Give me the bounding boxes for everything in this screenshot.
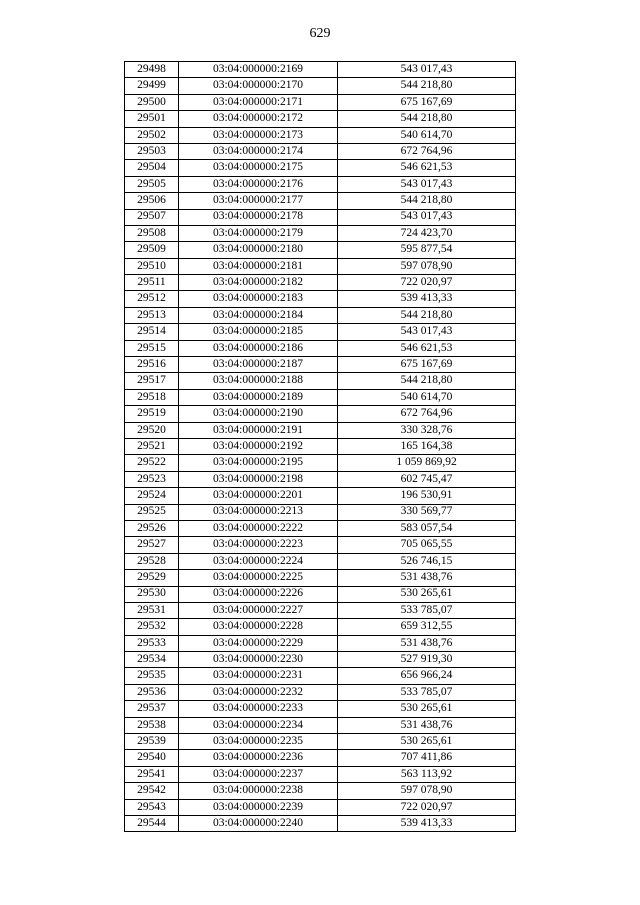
cadastral-number-cell: 03:04:000000:2228 (179, 619, 338, 635)
row-number-cell: 29542 (125, 783, 179, 799)
cadastral-number-cell: 03:04:000000:2180 (179, 242, 338, 258)
row-number-cell: 29510 (125, 258, 179, 274)
row-number-cell: 29503 (125, 143, 179, 159)
table-row (125, 307, 516, 323)
value-cell: 533 785,07 (338, 602, 516, 618)
value-cell: 597 078,90 (338, 783, 516, 799)
table-row (125, 520, 516, 536)
value-cell: 526 746,15 (338, 553, 516, 569)
table-row (125, 570, 516, 586)
cadastral-number-cell: 03:04:000000:2170 (179, 78, 338, 94)
table-row (125, 635, 516, 651)
row-number-cell: 29520 (125, 422, 179, 438)
cadastral-number-cell: 03:04:000000:2188 (179, 373, 338, 389)
row-number-cell: 29508 (125, 225, 179, 241)
cadastral-number-cell: 03:04:000000:2201 (179, 488, 338, 504)
table-row (125, 734, 516, 750)
cadastral-number-cell: 03:04:000000:2195 (179, 455, 338, 471)
value-cell: 724 423,70 (338, 225, 516, 241)
value-cell: 1 059 869,92 (338, 455, 516, 471)
registry-table (124, 61, 516, 832)
table-row (125, 438, 516, 454)
cadastral-number-cell: 03:04:000000:2171 (179, 94, 338, 110)
value-cell: 531 438,76 (338, 635, 516, 651)
page-number: 629 (309, 26, 331, 41)
row-number-cell: 29506 (125, 193, 179, 209)
value-cell: 675 167,69 (338, 94, 516, 110)
table-row (125, 488, 516, 504)
table-row (125, 455, 516, 471)
cadastral-number-cell: 03:04:000000:2231 (179, 668, 338, 684)
row-number-cell: 29537 (125, 701, 179, 717)
row-number-cell: 29498 (125, 62, 179, 78)
row-number-cell: 29532 (125, 619, 179, 635)
value-cell: 544 218,80 (338, 78, 516, 94)
value-cell: 530 265,61 (338, 701, 516, 717)
value-cell: 539 413,33 (338, 815, 516, 831)
cadastral-number-cell: 03:04:000000:2173 (179, 127, 338, 143)
table-row (125, 750, 516, 766)
value-cell: 546 621,53 (338, 340, 516, 356)
cadastral-number-cell: 03:04:000000:2190 (179, 406, 338, 422)
cadastral-number-cell: 03:04:000000:2227 (179, 602, 338, 618)
row-number-cell: 29536 (125, 684, 179, 700)
row-number-cell: 29519 (125, 406, 179, 422)
table-row (125, 668, 516, 684)
table-row (125, 127, 516, 143)
table-row (125, 537, 516, 553)
row-number-cell: 29538 (125, 717, 179, 733)
table-row (125, 324, 516, 340)
row-number-cell: 29504 (125, 160, 179, 176)
row-number-cell: 29539 (125, 734, 179, 750)
row-number-cell: 29515 (125, 340, 179, 356)
cadastral-number-cell: 03:04:000000:2181 (179, 258, 338, 274)
table-row (125, 111, 516, 127)
table-row (125, 275, 516, 291)
table-row (125, 209, 516, 225)
row-number-cell: 29521 (125, 438, 179, 454)
row-number-cell: 29522 (125, 455, 179, 471)
cadastral-number-cell: 03:04:000000:2185 (179, 324, 338, 340)
row-number-cell: 29513 (125, 307, 179, 323)
table-row (125, 291, 516, 307)
cadastral-number-cell: 03:04:000000:2226 (179, 586, 338, 602)
value-cell: 546 621,53 (338, 160, 516, 176)
row-number-cell: 29514 (125, 324, 179, 340)
value-cell: 544 218,80 (338, 111, 516, 127)
value-cell: 543 017,43 (338, 209, 516, 225)
table-row (125, 717, 516, 733)
row-number-cell: 29507 (125, 209, 179, 225)
row-number-cell: 29540 (125, 750, 179, 766)
value-cell: 583 057,54 (338, 520, 516, 536)
cadastral-number-cell: 03:04:000000:2183 (179, 291, 338, 307)
value-cell: 705 065,55 (338, 537, 516, 553)
table-row (125, 471, 516, 487)
table-row (125, 602, 516, 618)
row-number-cell: 29500 (125, 94, 179, 110)
cadastral-number-cell: 03:04:000000:2178 (179, 209, 338, 225)
table-row (125, 422, 516, 438)
table-row (125, 406, 516, 422)
row-number-cell: 29511 (125, 275, 179, 291)
cadastral-number-cell: 03:04:000000:2169 (179, 62, 338, 78)
row-number-cell: 29524 (125, 488, 179, 504)
row-number-cell: 29534 (125, 652, 179, 668)
table-row (125, 357, 516, 373)
cadastral-number-cell: 03:04:000000:2239 (179, 799, 338, 815)
cadastral-number-cell: 03:04:000000:2174 (179, 143, 338, 159)
table-row (125, 701, 516, 717)
row-number-cell: 29530 (125, 586, 179, 602)
table-row (125, 389, 516, 405)
row-number-cell: 29509 (125, 242, 179, 258)
value-cell: 540 614,70 (338, 127, 516, 143)
cadastral-number-cell: 03:04:000000:2189 (179, 389, 338, 405)
cadastral-number-cell: 03:04:000000:2213 (179, 504, 338, 520)
cadastral-number-cell: 03:04:000000:2222 (179, 520, 338, 536)
value-cell: 543 017,43 (338, 176, 516, 192)
table-row (125, 619, 516, 635)
row-number-cell: 29512 (125, 291, 179, 307)
registry-table-body (125, 62, 516, 832)
row-number-cell: 29543 (125, 799, 179, 815)
cadastral-number-cell: 03:04:000000:2235 (179, 734, 338, 750)
cadastral-number-cell: 03:04:000000:2177 (179, 193, 338, 209)
value-cell: 530 265,61 (338, 586, 516, 602)
value-cell: 597 078,90 (338, 258, 516, 274)
table-row (125, 504, 516, 520)
table-row (125, 225, 516, 241)
cadastral-number-cell: 03:04:000000:2186 (179, 340, 338, 356)
value-cell: 330 328,76 (338, 422, 516, 438)
table-row (125, 815, 516, 831)
value-cell: 707 411,86 (338, 750, 516, 766)
cadastral-number-cell: 03:04:000000:2240 (179, 815, 338, 831)
value-cell: 595 877,54 (338, 242, 516, 258)
table-row (125, 373, 516, 389)
row-number-cell: 29529 (125, 570, 179, 586)
table-row (125, 242, 516, 258)
table-row (125, 160, 516, 176)
row-number-cell: 29544 (125, 815, 179, 831)
value-cell: 540 614,70 (338, 389, 516, 405)
cadastral-number-cell: 03:04:000000:2192 (179, 438, 338, 454)
cadastral-number-cell: 03:04:000000:2223 (179, 537, 338, 553)
row-number-cell: 29527 (125, 537, 179, 553)
table-row (125, 340, 516, 356)
value-cell: 531 438,76 (338, 570, 516, 586)
value-cell: 543 017,43 (338, 62, 516, 78)
value-cell: 672 764,96 (338, 143, 516, 159)
row-number-cell: 29517 (125, 373, 179, 389)
row-number-cell: 29499 (125, 78, 179, 94)
cadastral-number-cell: 03:04:000000:2191 (179, 422, 338, 438)
table-row (125, 176, 516, 192)
cadastral-number-cell: 03:04:000000:2224 (179, 553, 338, 569)
table-row (125, 193, 516, 209)
cadastral-number-cell: 03:04:000000:2184 (179, 307, 338, 323)
cadastral-number-cell: 03:04:000000:2232 (179, 684, 338, 700)
cadastral-number-cell: 03:04:000000:2234 (179, 717, 338, 733)
row-number-cell: 29526 (125, 520, 179, 536)
table-row (125, 94, 516, 110)
row-number-cell: 29502 (125, 127, 179, 143)
cadastral-number-cell: 03:04:000000:2198 (179, 471, 338, 487)
table-row (125, 684, 516, 700)
row-number-cell: 29541 (125, 766, 179, 782)
value-cell: 527 919,30 (338, 652, 516, 668)
table-row (125, 652, 516, 668)
cadastral-number-cell: 03:04:000000:2176 (179, 176, 338, 192)
row-number-cell: 29501 (125, 111, 179, 127)
row-number-cell: 29516 (125, 357, 179, 373)
row-number-cell: 29525 (125, 504, 179, 520)
value-cell: 656 966,24 (338, 668, 516, 684)
value-cell: 330 569,77 (338, 504, 516, 520)
value-cell: 544 218,80 (338, 373, 516, 389)
table-row (125, 766, 516, 782)
value-cell: 539 413,33 (338, 291, 516, 307)
row-number-cell: 29518 (125, 389, 179, 405)
row-number-cell: 29528 (125, 553, 179, 569)
table-row (125, 62, 516, 78)
cadastral-number-cell: 03:04:000000:2187 (179, 357, 338, 373)
cadastral-number-cell: 03:04:000000:2230 (179, 652, 338, 668)
row-number-cell: 29535 (125, 668, 179, 684)
table-row (125, 78, 516, 94)
table-row (125, 143, 516, 159)
value-cell: 659 312,55 (338, 619, 516, 635)
cadastral-number-cell: 03:04:000000:2229 (179, 635, 338, 651)
cadastral-number-cell: 03:04:000000:2236 (179, 750, 338, 766)
value-cell: 672 764,96 (338, 406, 516, 422)
value-cell: 196 530,91 (338, 488, 516, 504)
value-cell: 533 785,07 (338, 684, 516, 700)
table-row (125, 783, 516, 799)
table-row (125, 799, 516, 815)
value-cell: 544 218,80 (338, 307, 516, 323)
row-number-cell: 29533 (125, 635, 179, 651)
cadastral-number-cell: 03:04:000000:2172 (179, 111, 338, 127)
table-row (125, 586, 516, 602)
value-cell: 543 017,43 (338, 324, 516, 340)
value-cell: 531 438,76 (338, 717, 516, 733)
table-row (125, 553, 516, 569)
table-row (125, 258, 516, 274)
cadastral-number-cell: 03:04:000000:2238 (179, 783, 338, 799)
row-number-cell: 29523 (125, 471, 179, 487)
cadastral-number-cell: 03:04:000000:2237 (179, 766, 338, 782)
value-cell: 165 164,38 (338, 438, 516, 454)
value-cell: 722 020,97 (338, 799, 516, 815)
value-cell: 602 745,47 (338, 471, 516, 487)
row-number-cell: 29505 (125, 176, 179, 192)
cadastral-number-cell: 03:04:000000:2233 (179, 701, 338, 717)
value-cell: 722 020,97 (338, 275, 516, 291)
value-cell: 544 218,80 (338, 193, 516, 209)
value-cell: 675 167,69 (338, 357, 516, 373)
cadastral-number-cell: 03:04:000000:2225 (179, 570, 338, 586)
cadastral-number-cell: 03:04:000000:2175 (179, 160, 338, 176)
value-cell: 530 265,61 (338, 734, 516, 750)
cadastral-number-cell: 03:04:000000:2179 (179, 225, 338, 241)
cadastral-number-cell: 03:04:000000:2182 (179, 275, 338, 291)
value-cell: 563 113,92 (338, 766, 516, 782)
row-number-cell: 29531 (125, 602, 179, 618)
